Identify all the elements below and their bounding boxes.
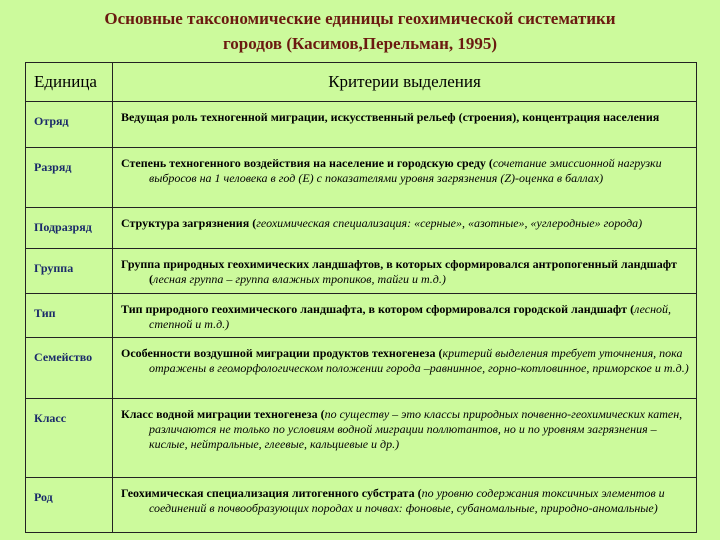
table-row [26,208,697,249]
criteria-text: Ведущая роль техногенной миграции, искусственный рельеф (строения), концентрация населения [121,110,660,124]
header-criteria: Критерии выделения [113,63,697,102]
criteria-note: по существу – это классы природных почвенно-геохимических катен, различаются не только по условиям водной миграции поллютантов, но и по уровням загрязнения – кислые, нейтральные, глеевые, кальциевые и др.) [149,407,683,451]
criteria-note: критерий выделения требует уточнения, пока отражены в геоморфологическом положении города –равнинное, горно-котловинное, приморское и т.д.) [149,346,689,375]
table-header [26,63,697,102]
criteria-text: Класс водной миграции техногенеза ( [121,407,325,421]
title-line-2: городов (Касимов,Перельман, 1995) [222,34,498,53]
criteria-cell [113,294,697,338]
table-row [26,478,697,533]
table-row [26,294,697,338]
criteria-note: лесной, степной и т.д.) [149,302,672,331]
taxonomy-table [25,62,697,533]
criteria-text: Тип природного геохимического ландшафта, в котором сформировался городской ландшафт ( [121,302,635,316]
criteria-cell [113,249,697,294]
criteria-cell [113,338,697,399]
criteria-cell [113,102,697,148]
criteria-cell [113,208,697,249]
unit-cell: Семейство [26,338,113,399]
criteria-text: Геохимическая специализация литогенного субстрата ( [121,486,422,500]
unit-cell: Класс [26,399,113,478]
unit-cell: Тип [26,294,113,338]
page-title [0,6,720,56]
unit-cell: Группа [26,249,113,294]
title-line-1: Основные таксономические единицы геохимической систематики [104,9,616,28]
unit-cell: Разряд [26,148,113,208]
table-row [26,338,697,399]
criteria-text: Особенности воздушной миграции продуктов техногенеза ( [121,346,443,360]
criteria-note: геохимическая специализация: «серные», «азотные», «углеродные» города) [256,216,643,230]
criteria-cell [113,478,697,533]
unit-cell: Подразряд [26,208,113,249]
table-row [26,399,697,478]
criteria-cell [113,148,697,208]
criteria-text: Группа природных геохимических ландшафтов, в которых сформировался антропогенный ландшафт ( [121,257,677,286]
table-row [26,102,697,148]
criteria-cell [113,399,697,478]
table-row [26,249,697,294]
unit-cell: Род [26,478,113,533]
criteria-note: лесная группа – группа влажных тропиков, тайги и т.д.) [153,272,446,286]
criteria-note: сочетание эмиссионной нагрузки выбросов на 1 человека в год (E) с показателями уровня загрязнения (Z)-оценка в баллах) [149,156,662,185]
criteria-text: Степень техногенного воздействия на население и городскую среду ( [121,156,493,170]
header-unit: Единица [26,63,113,102]
criteria-note: по уровню содержания токсичных элементов и соединений в почвообразующих породах и почвах: фоновые, субаномальные, природно-аномальные) [149,486,665,515]
unit-cell: Отряд [26,102,113,148]
table-row [26,148,697,208]
criteria-text: Структура загрязнения ( [121,216,257,230]
